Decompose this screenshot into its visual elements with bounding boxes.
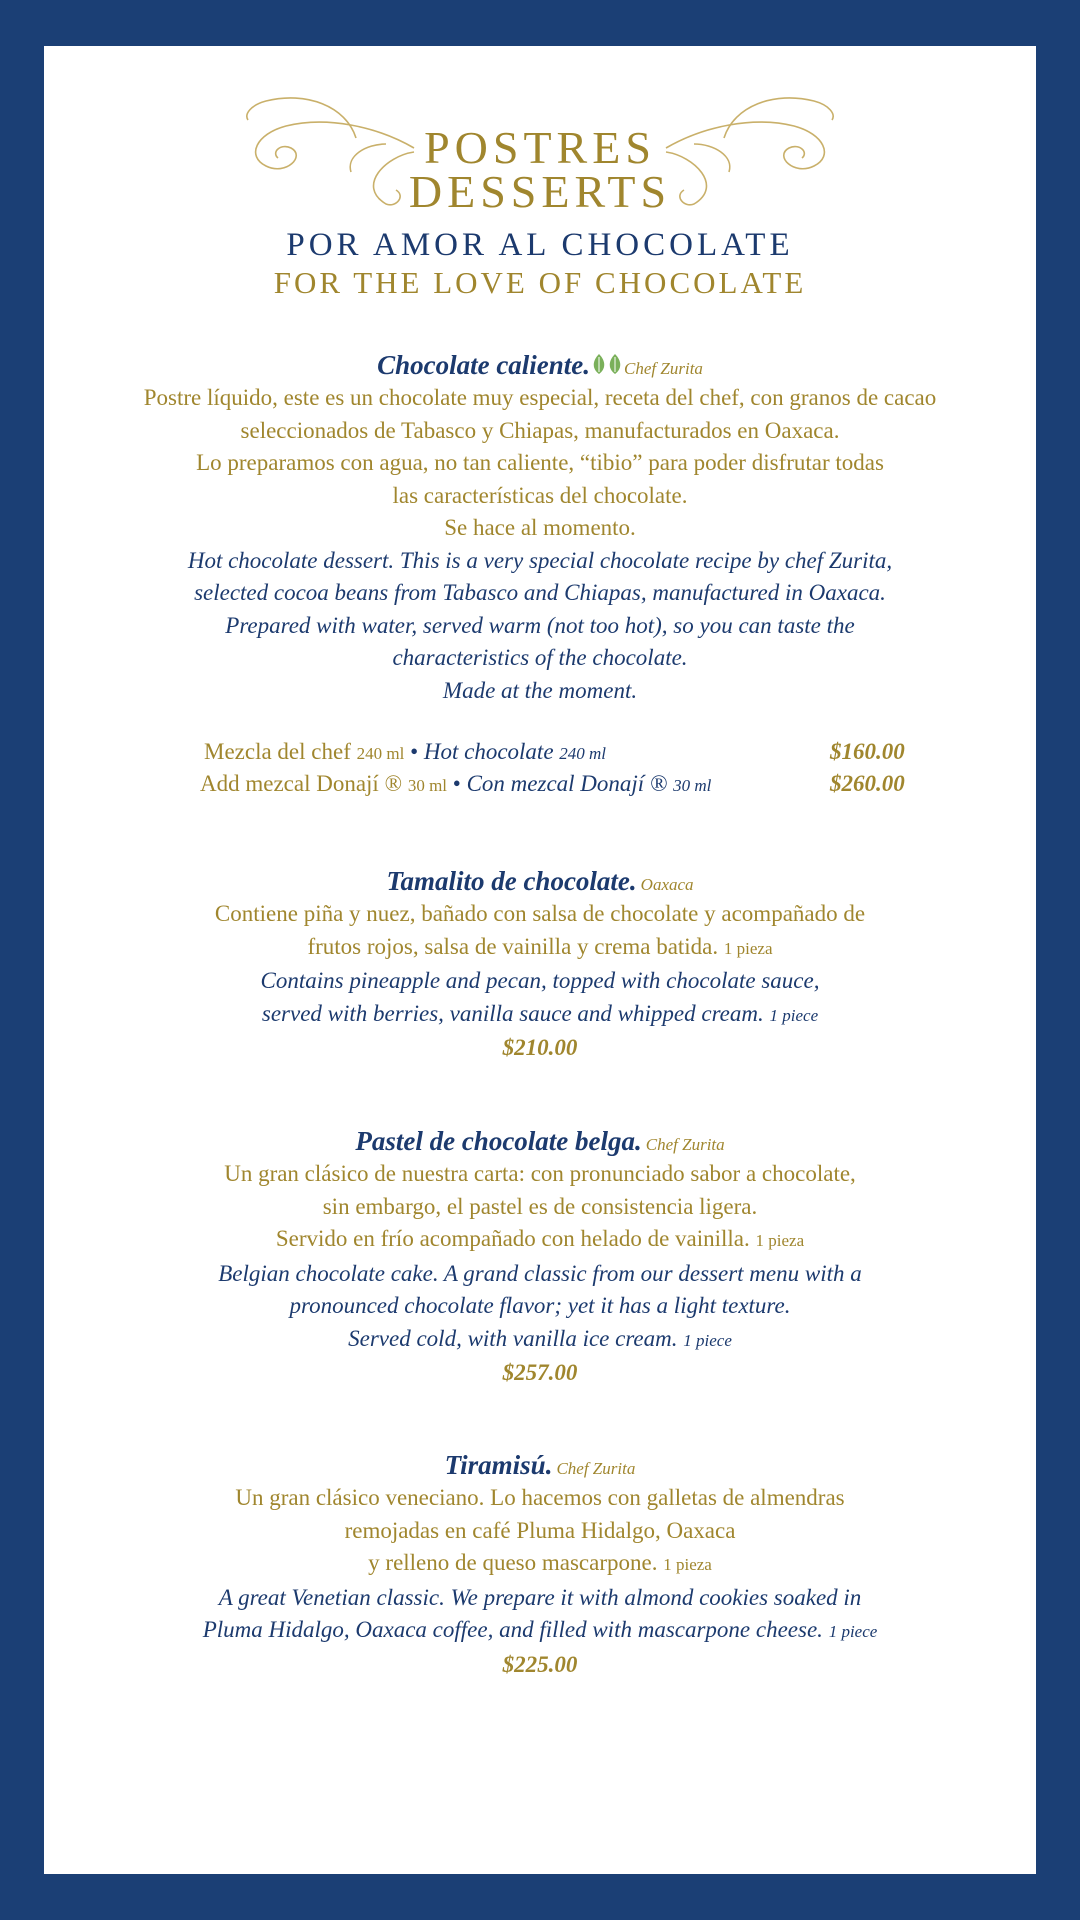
item-tag: Chef Zurita bbox=[556, 1459, 636, 1478]
menu-item-chocolate-caliente bbox=[44, 348, 1036, 707]
description-es: sin embargo, el pastel es de consistencia ligera. bbox=[322, 1193, 758, 1219]
section-title-es: POR AMOR AL CHOCOLATE bbox=[286, 227, 794, 263]
price-size-es: 30 ml bbox=[407, 776, 448, 795]
title-es: POSTRES bbox=[424, 122, 656, 173]
description-en: Belgian chocolate cake. A grand classic from our dessert menu with a bbox=[218, 1260, 862, 1286]
description-en: Served cold, with vanilla ice cream. 1 piece bbox=[348, 1325, 732, 1351]
description-es: frutos rojos, salsa de vainilla y crema batida. 1 pieza bbox=[307, 933, 773, 959]
description-es: seleccionados de Tabasco y Chiapas, manufacturados en Oaxaca. bbox=[240, 417, 840, 443]
item-tag: Chef Zurita bbox=[624, 359, 703, 378]
menu-page bbox=[44, 46, 1036, 1874]
item-tag: Chef Zurita bbox=[645, 1135, 725, 1154]
description-es: remojadas en café Pluma Hidalgo, Oaxaca bbox=[344, 1517, 736, 1543]
section-title bbox=[44, 226, 1036, 302]
title-en: DESSERTS bbox=[408, 166, 672, 217]
description-en: pronounced chocolate flavor; yet it has a light texture. bbox=[289, 1293, 791, 1318]
quantity-es: 1 pieza bbox=[723, 938, 773, 958]
menu-header bbox=[44, 76, 1036, 251]
quantity-en: 1 piece bbox=[828, 1622, 878, 1641]
price-separator: • bbox=[410, 739, 419, 764]
description-en: served with berries, vanilla sauce and whipped cream. 1 piece bbox=[261, 1000, 819, 1026]
price-amount: $160.00 bbox=[830, 739, 905, 764]
price-size-es: 240 ml bbox=[356, 744, 405, 763]
description-es: Servido en frío acompañado con helado de vainilla. 1 pieza bbox=[275, 1226, 805, 1251]
price-desc-en: Con mezcal Donají ® bbox=[466, 771, 668, 796]
quantity-en: 1 piece bbox=[683, 1330, 732, 1350]
description-en: Made at the moment. bbox=[442, 677, 638, 703]
item-price: $210.00 bbox=[502, 1035, 578, 1060]
price-desc-en: Hot chocolate bbox=[423, 739, 554, 764]
item-tag: Oaxaca bbox=[640, 875, 694, 894]
description-es: Un gran clásico de nuestra carta: con pronunciado sabor a chocolate, bbox=[224, 1161, 856, 1186]
description-en: Contains pineapple and pecan, topped with chocolate sauce, bbox=[260, 968, 820, 993]
item-price: $257.00 bbox=[502, 1360, 578, 1385]
quantity-en: 1 piece bbox=[769, 1005, 819, 1025]
price-desc-es: Mezcla del chef bbox=[204, 739, 351, 764]
description-es: Se hace al momento. bbox=[444, 515, 636, 540]
description-es: y relleno de queso mascarpone. 1 pieza bbox=[368, 1550, 712, 1575]
description-es: Un gran clásico veneciano. Lo hacemos con galletas de almendras bbox=[235, 1485, 845, 1510]
item-title: Chocolate caliente. bbox=[377, 350, 591, 380]
description-en: A great Venetian classic. We prepare it with almond cookies soaked in bbox=[218, 1584, 862, 1610]
description-en: characteristics of the chocolate. bbox=[392, 645, 688, 670]
description-en: Hot chocolate dessert. This is a very special chocolate recipe by chef Zurita, bbox=[187, 547, 893, 573]
item-title: Tamalito de chocolate. bbox=[386, 866, 637, 896]
description-en: selected cocoa beans from Tabasco and Chiapas, manufactured in Oaxaca. bbox=[194, 580, 886, 605]
price-row bbox=[204, 736, 944, 768]
price-amount: $260.00 bbox=[830, 771, 905, 796]
menu-item-pastel-belga bbox=[44, 1124, 1036, 1390]
section-title-en: FOR THE LOVE OF CHOCOLATE bbox=[273, 265, 807, 300]
description-en: Prepared with water, served warm (not too hot), so you can taste the bbox=[225, 612, 855, 638]
price-separator: • bbox=[452, 771, 461, 796]
page-title bbox=[44, 122, 1036, 217]
price-size-en: 240 ml bbox=[559, 744, 607, 763]
description-en: Pluma Hidalgo, Oaxaca coffee, and filled with mascarpone cheese. 1 piece bbox=[202, 1617, 878, 1642]
leaf-icon bbox=[590, 352, 624, 376]
quantity-es: 1 pieza bbox=[663, 1555, 712, 1574]
item-title: Pastel de chocolate belga. bbox=[355, 1126, 642, 1156]
quantity-es: 1 pieza bbox=[755, 1231, 805, 1250]
price-row bbox=[200, 768, 944, 800]
menu-item-tiramisu bbox=[44, 1448, 1036, 1681]
menu-item-tamalito bbox=[44, 864, 1036, 1065]
price-size-en: 30 ml bbox=[673, 776, 712, 795]
item-price: $225.00 bbox=[502, 1651, 578, 1677]
price-table bbox=[200, 736, 944, 800]
description-es: las características del chocolate. bbox=[392, 482, 688, 508]
item-title: Tiramisú. bbox=[444, 1450, 553, 1480]
description-es: Contiene piña y nuez, bañado con salsa de chocolate y acompañado de bbox=[214, 901, 866, 926]
price-desc-es: Add mezcal Donají ® bbox=[200, 771, 403, 796]
description-es: Postre líquido, este es un chocolate muy especial, receta del chef, con granos de cacao bbox=[143, 385, 937, 410]
description-es: Lo preparamos con agua, no tan caliente, “tibio” para poder disfrutar todas bbox=[196, 450, 884, 475]
